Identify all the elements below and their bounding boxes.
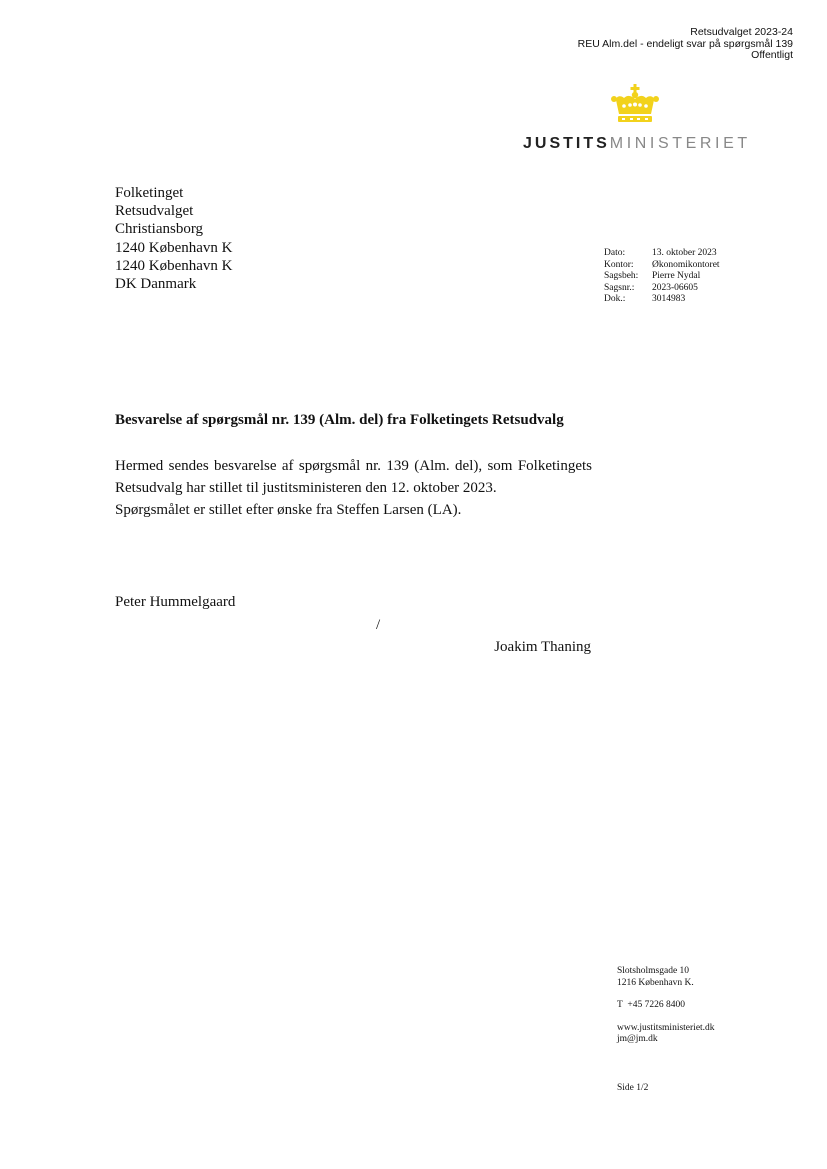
body-paragraph: Spørgsmålet er stillet efter ønske fra Steffen Larsen (LA). [115,502,462,518]
meta-row [604,248,720,260]
letter-body [115,455,592,521]
meta-row [604,260,720,272]
meta-value: 13. oktober 2023 [652,248,717,258]
footer-contact [617,966,715,1046]
meta-label: Sagsnr.: [604,282,635,293]
recipient-line: 1240 København K [115,239,233,256]
meta-row [604,294,720,306]
meta-label: Dato: [604,248,626,258]
footer-phone: T +45 7226 8400 [617,1000,685,1011]
signature-minister: Peter Hummelgaard [115,594,236,610]
recipient-line: Folketinget [115,185,184,201]
footer-email: jm@jm.dk [617,1034,658,1045]
meta-label: Dok.: [604,294,626,305]
signature-official: Joakim Thaning [494,639,591,655]
meta-value: Økonomikontoret [652,259,720,270]
header-committee: Retsudvalget 2023-24 [690,26,793,38]
meta-label: Sagsbeh: [604,271,639,282]
letter-subject: Besvarelse af spørgsmål nr. 139 (Alm. del) fra Folketingets Retsudvalg [115,412,564,428]
recipient-address [115,184,232,293]
recipient-line: Christiansborg [115,221,204,238]
logo-text-light: MINISTERIET [609,135,751,152]
logo-text-bold: JUSTITS [523,135,610,152]
meta-label: Kontor: [604,259,634,270]
meta-value: 3014983 [652,294,686,305]
meta-row [604,271,720,283]
document-header [578,27,793,62]
footer-address-city: 1216 København K. [617,977,694,988]
meta-row [604,283,720,295]
recipient-line: 1240 København K [115,257,233,274]
footer-website: www.justitsministeriet.dk [617,1022,715,1033]
case-metadata [604,248,720,306]
page-number: Side 1/2 [617,1083,649,1093]
header-visibility: Offentligt [751,49,793,61]
recipient-line: Retsudvalget [115,203,194,220]
recipient-line: DK Danmark [115,276,197,293]
footer-address-street: Slotsholmsgade 10 [617,966,690,976]
body-paragraph: Hermed sendes besvarelse af spørgsmål nr. 139 (Alm. del), som Folketingets Retsudvalg har stillet til justitsministeren den 12. oktober 2023. [115,458,592,496]
ministry-logo-text [523,135,751,153]
meta-value: Pierre Nydal [652,271,701,282]
meta-value: 2023-06605 [652,282,698,293]
crown-logo-icon [610,84,660,126]
header-case-title: REU Alm.del - endeligt svar på spørgsmål 139 [577,37,793,50]
signature-separator: / [376,617,381,633]
